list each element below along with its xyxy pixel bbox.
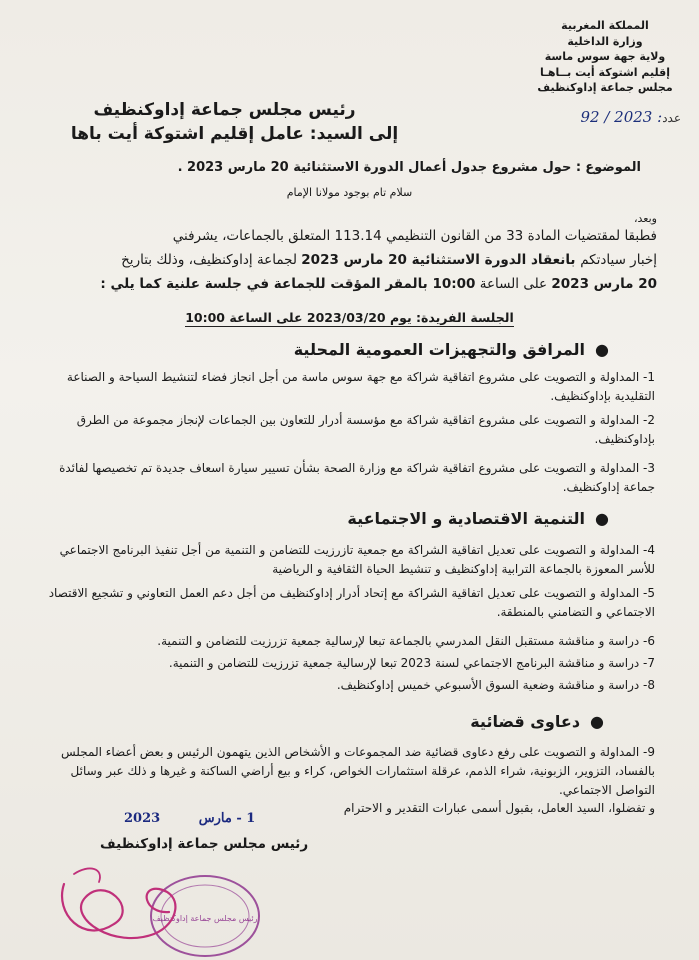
intro-line-2 xyxy=(70,248,657,272)
sender-title: رئيس مجلس جماعة إداوكنظيف xyxy=(93,100,356,120)
bullet-icon: ● xyxy=(590,712,604,731)
agenda-item: 7- دراسة و مناقشة البرنامج الاجتماعي لسنة 2023 تبعا لإرسالية جمعية تزرزيت للتضامن و التنمية. xyxy=(168,656,655,670)
subject-label: الموضوع xyxy=(585,160,641,175)
section-title-text: التنمية الاقتصادية و الاجتماعية xyxy=(347,509,586,528)
date-year: 2023 xyxy=(124,811,161,826)
reference-number: عدد: 2023 / 92 xyxy=(580,108,681,126)
subject-line xyxy=(178,160,641,175)
intro-label: وبعد، xyxy=(633,212,657,225)
letterhead-line: وزارة الداخلية xyxy=(567,34,643,48)
agenda-item: 5- المداولة و التصويت على تعديل اتفاقية الشراكة مع إتحاد أدرار إداوكنظيف من أجل دعم العمل التعاوني و تشجيع الاقتصاد الاجتماعي و التضامني بالمنطقة. xyxy=(48,586,655,619)
section-title-text: المرافق والتجهيزات العمومية المحلية xyxy=(293,340,586,359)
date-stamp xyxy=(124,811,255,826)
session-heading xyxy=(0,310,699,325)
agenda-item: 8- دراسة و مناقشة وضعية السوق الأسبوعي خميس إداوكنظيف. xyxy=(336,678,655,692)
agenda-item: 3- المداولة و التصويت على مشروع اتفاقية شراكة مع وزارة الصحة بشأن تسيير سيارة اسعاف جديدة تم تخصيصها لفائدة جماعة إداوكنظيف. xyxy=(59,461,655,494)
reference-value: 2023 / 92 xyxy=(580,108,653,126)
signatory-title: رئيس مجلس جماعة إداوكنظيف xyxy=(100,836,309,852)
section-title-text: دعاوى قضائية xyxy=(470,712,581,731)
handwritten-signature xyxy=(44,854,194,960)
intro-paragraph xyxy=(70,224,657,296)
intro-line-3 xyxy=(70,272,657,296)
session-text: الجلسة الفريدة: يوم 2023/03/20 على الساعة 10:00 xyxy=(185,310,514,325)
section-title xyxy=(294,340,609,359)
intro-emphasis: بانعقاد الدورة الاستثنائية 20 مارس 2023 xyxy=(301,252,581,268)
agenda-item: 6- دراسة و مناقشة مستقبل النقل المدرسي بالجماعة تبعا لإرسالية جمعية تزرزيت للتضامن و التنمية. xyxy=(157,634,655,648)
subject-text: : حول مشروع جدول أعمال الدورة الاستثنائية 20 مارس 2023 . xyxy=(177,160,582,175)
bullet-icon: ● xyxy=(595,509,609,528)
letterhead-line: ولاية جهة سوس ماسة xyxy=(544,50,666,63)
intro-text: لجماعة إداوكنظيف، وذلك بتاريخ xyxy=(121,252,302,268)
intro-line-1: فطبقا لمقتضيات المادة 33 من القانون التنظيمي 113.14 المتعلق بالجماعات، يشرفني xyxy=(172,228,657,244)
intro-text: على الساعة xyxy=(475,276,552,292)
intro-emphasis: 20 مارس 2023 xyxy=(551,276,657,292)
intro-emphasis: 10:00 بالمقر المؤقت للجماعة في جلسة علنية كما يلي : xyxy=(100,276,476,292)
closing-line: و تفضلوا، السيد العامل، بقبول أسمى عبارات التقدير و الاحترام xyxy=(343,801,655,815)
agenda-item: 1- المداولة و التصويت على مشروع اتفاقية شراكة مع جهة سوس ماسة من أجل انجاز فضاء لتنشيط السياحة و الصناعة التقليدية بإداوكنظيف. xyxy=(66,370,655,403)
intro-text: إخبار سيادتكم xyxy=(580,252,657,268)
agenda-item: 2- المداولة و التصويت على مشروع اتفاقية شراكة مع مؤسسة أدرار للتعاون بين الجماعات لإنجاز مجموعة من الطرق بإداوكنظيف. xyxy=(76,413,655,446)
agenda-item: 9- المداولة و التصويت على رفع دعاوى قضائية ضد المجموعات و الأشخاص الذين يتهمون الرئيس و بعض أعضاء المجلس بالفساد، التزوير، الزبونية، شراء الذمم، عرقلة استثمارات الخواص، كراء و بيع أراضي الساكنة و غيرها و ذلك عبر وسائل التواصل الاجتماعي. xyxy=(61,745,655,797)
letterhead xyxy=(525,18,685,96)
greeting: سلام تام بوجود مولانا الإمام xyxy=(286,186,413,199)
recipient-line: إلى السيد: عامل إقليم اشتوكة أيت باها xyxy=(70,124,399,144)
section-title xyxy=(347,509,609,528)
bullet-icon: ● xyxy=(595,340,609,359)
letterhead-line: المملكة المغربية xyxy=(561,19,649,32)
section-title xyxy=(470,712,604,731)
agenda-item: 4- المداولة و التصويت على تعديل اتفاقية الشراكة مع جمعية تازرزيت للتضامن و التنمية من أجل تنفيذ البرنامج الاجتماعي للأسر المعوزة بالجماعة الترابية إداوكنظيف و تنشيط الحياة الثقافية و الرياضية xyxy=(59,543,655,576)
letterhead-line: إقليم اشتوكة أيت بــاهـا xyxy=(540,65,670,79)
reference-label: عدد xyxy=(662,111,681,125)
date-day-month: 1 - مارس xyxy=(198,811,256,826)
letterhead-line: مجلس جماعة إداوكنظيف xyxy=(537,81,673,94)
stamp-text: رئيس مجلس جماعة إداوكنظيف xyxy=(152,914,258,923)
